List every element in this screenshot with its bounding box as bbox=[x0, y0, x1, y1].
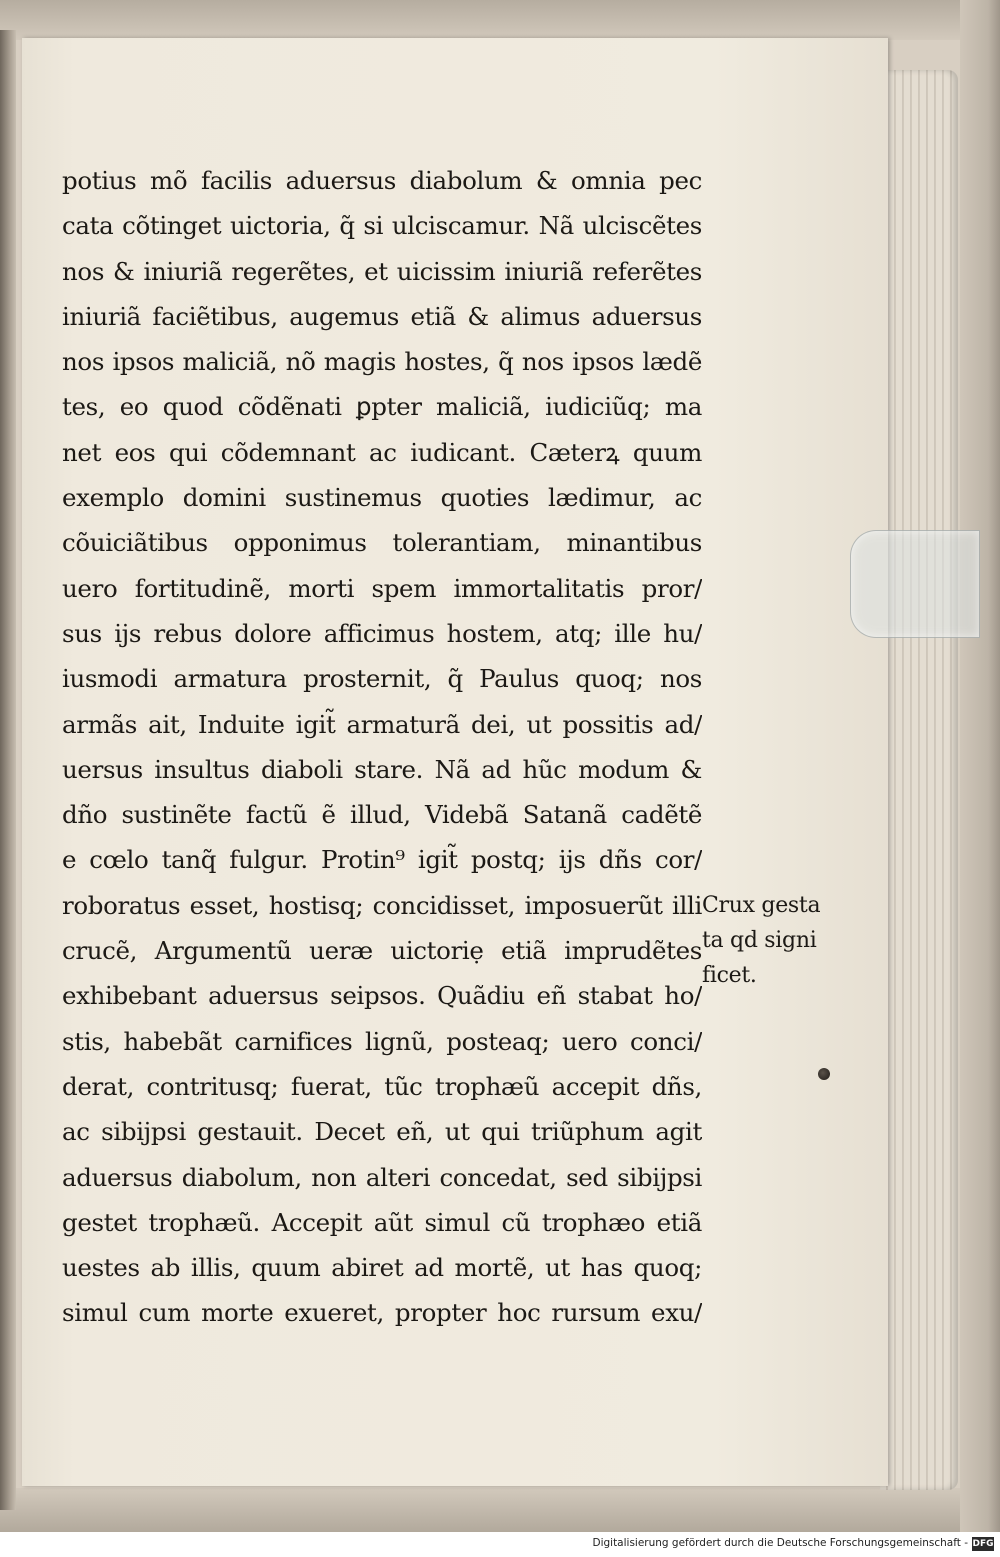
funding-notice: Digitalisierung gefördert durch die Deutsche Forschungsgemeinschaft - bbox=[592, 1537, 968, 1549]
text-line: armãs ait, Induite igit̃ armaturã dei, ut possitis ad/ bbox=[62, 709, 702, 739]
cover-bottom-edge bbox=[0, 1488, 1000, 1532]
page-stack-edges bbox=[880, 70, 958, 1490]
text-line: nos & iniuriã regerẽtes, et uicissim iniuriã referẽtes bbox=[62, 256, 702, 286]
text-line: cõuiciãtibus opponimus tolerantiam, minantibus bbox=[62, 528, 702, 558]
text-line: aduersus diabolum, non alteri concedat, sed sibijpsi bbox=[62, 1162, 702, 1192]
cover-right-edge bbox=[960, 0, 1000, 1532]
text-line: simul cum morte exueret, propter hoc rursum exu/ bbox=[62, 1298, 702, 1328]
marginal-note-line: ta qd signi bbox=[702, 928, 817, 953]
text-line: nos ipsos maliciã, nõ magis hostes, q̃ nos ipsos lædẽ bbox=[62, 347, 702, 377]
text-line: derat, contritusq; fuerat, tũc trophæũ accepit dñs, bbox=[62, 1071, 702, 1101]
marginal-note-line: Crux gesta bbox=[702, 893, 821, 918]
marginal-note bbox=[702, 888, 852, 993]
bleed-through-text bbox=[730, 230, 880, 1230]
text-line: cata cõtinget uictoria, q̃ si ulciscamur. Nã ulciscẽtes bbox=[62, 211, 702, 241]
cover-top-edge bbox=[0, 0, 1000, 40]
text-line: uero fortitudinẽ, morti spem immortalitatis pror/ bbox=[62, 573, 702, 603]
text-line: potius mõ facilis aduersus diabolum & omnia pec bbox=[62, 166, 702, 195]
text-line: iniuriã faciẽtibus, augemus etiã & alimus aduersus bbox=[62, 301, 702, 331]
text-line: stis, habebãt carnifices lignũ, posteaq; uero conci/ bbox=[62, 1026, 702, 1056]
binding-edge bbox=[0, 30, 16, 1510]
marginal-note-line: ficet. bbox=[702, 963, 757, 988]
text-line: e cœlo tanq̃ fulgur. Protin⁹ igit̃ postq; ijs dñs cor/ bbox=[62, 845, 702, 875]
text-line: tes, eo quod cõdẽnati ꝑpter maliciã, iudiciũq; ma bbox=[62, 392, 702, 422]
footer-bar bbox=[0, 1532, 1000, 1557]
ink-dot-mark bbox=[818, 1068, 830, 1080]
text-line: exhibebant aduersus seipsos. Quãdiu eñ stabat ho/ bbox=[62, 981, 702, 1011]
text-line: crucẽ, Argumentũ ueræ uictoriẹ etiã imprudẽtes bbox=[62, 936, 702, 966]
text-line: roboratus esset, hostisq; concidisset, imposuerũt illi bbox=[62, 890, 702, 920]
text-line: gestet trophæũ. Accepit aũt simul cũ trophæo etiã bbox=[62, 1207, 702, 1237]
main-text-block bbox=[62, 158, 702, 1336]
text-line: ac sibijpsi gestauit. Decet eñ, ut qui triũphum agit bbox=[62, 1117, 702, 1147]
text-line: net eos qui cõdemnant ac iudicant. Cæterꝝ quum bbox=[62, 437, 702, 467]
plastic-page-clip bbox=[850, 530, 980, 638]
text-line: exemplo domini sustinemus quoties lædimur, ac bbox=[62, 483, 702, 513]
text-line: iusmodi armatura prosternit, q̃ Paulus quoq; nos bbox=[62, 664, 702, 694]
text-line: dño sustinẽte factũ ẽ illud, Videbã Satanã cadẽtẽ bbox=[62, 800, 702, 830]
text-line: uersus insultus diaboli stare. Nã ad hũc modum & bbox=[62, 754, 702, 784]
text-line: sus ijs rebus dolore afficimus hostem, atq; ille hu/ bbox=[62, 618, 702, 648]
dfg-logo: DFG bbox=[972, 1539, 994, 1549]
text-line: uestes ab illis, quum abiret ad mortẽ, ut has quoq; bbox=[62, 1253, 702, 1283]
